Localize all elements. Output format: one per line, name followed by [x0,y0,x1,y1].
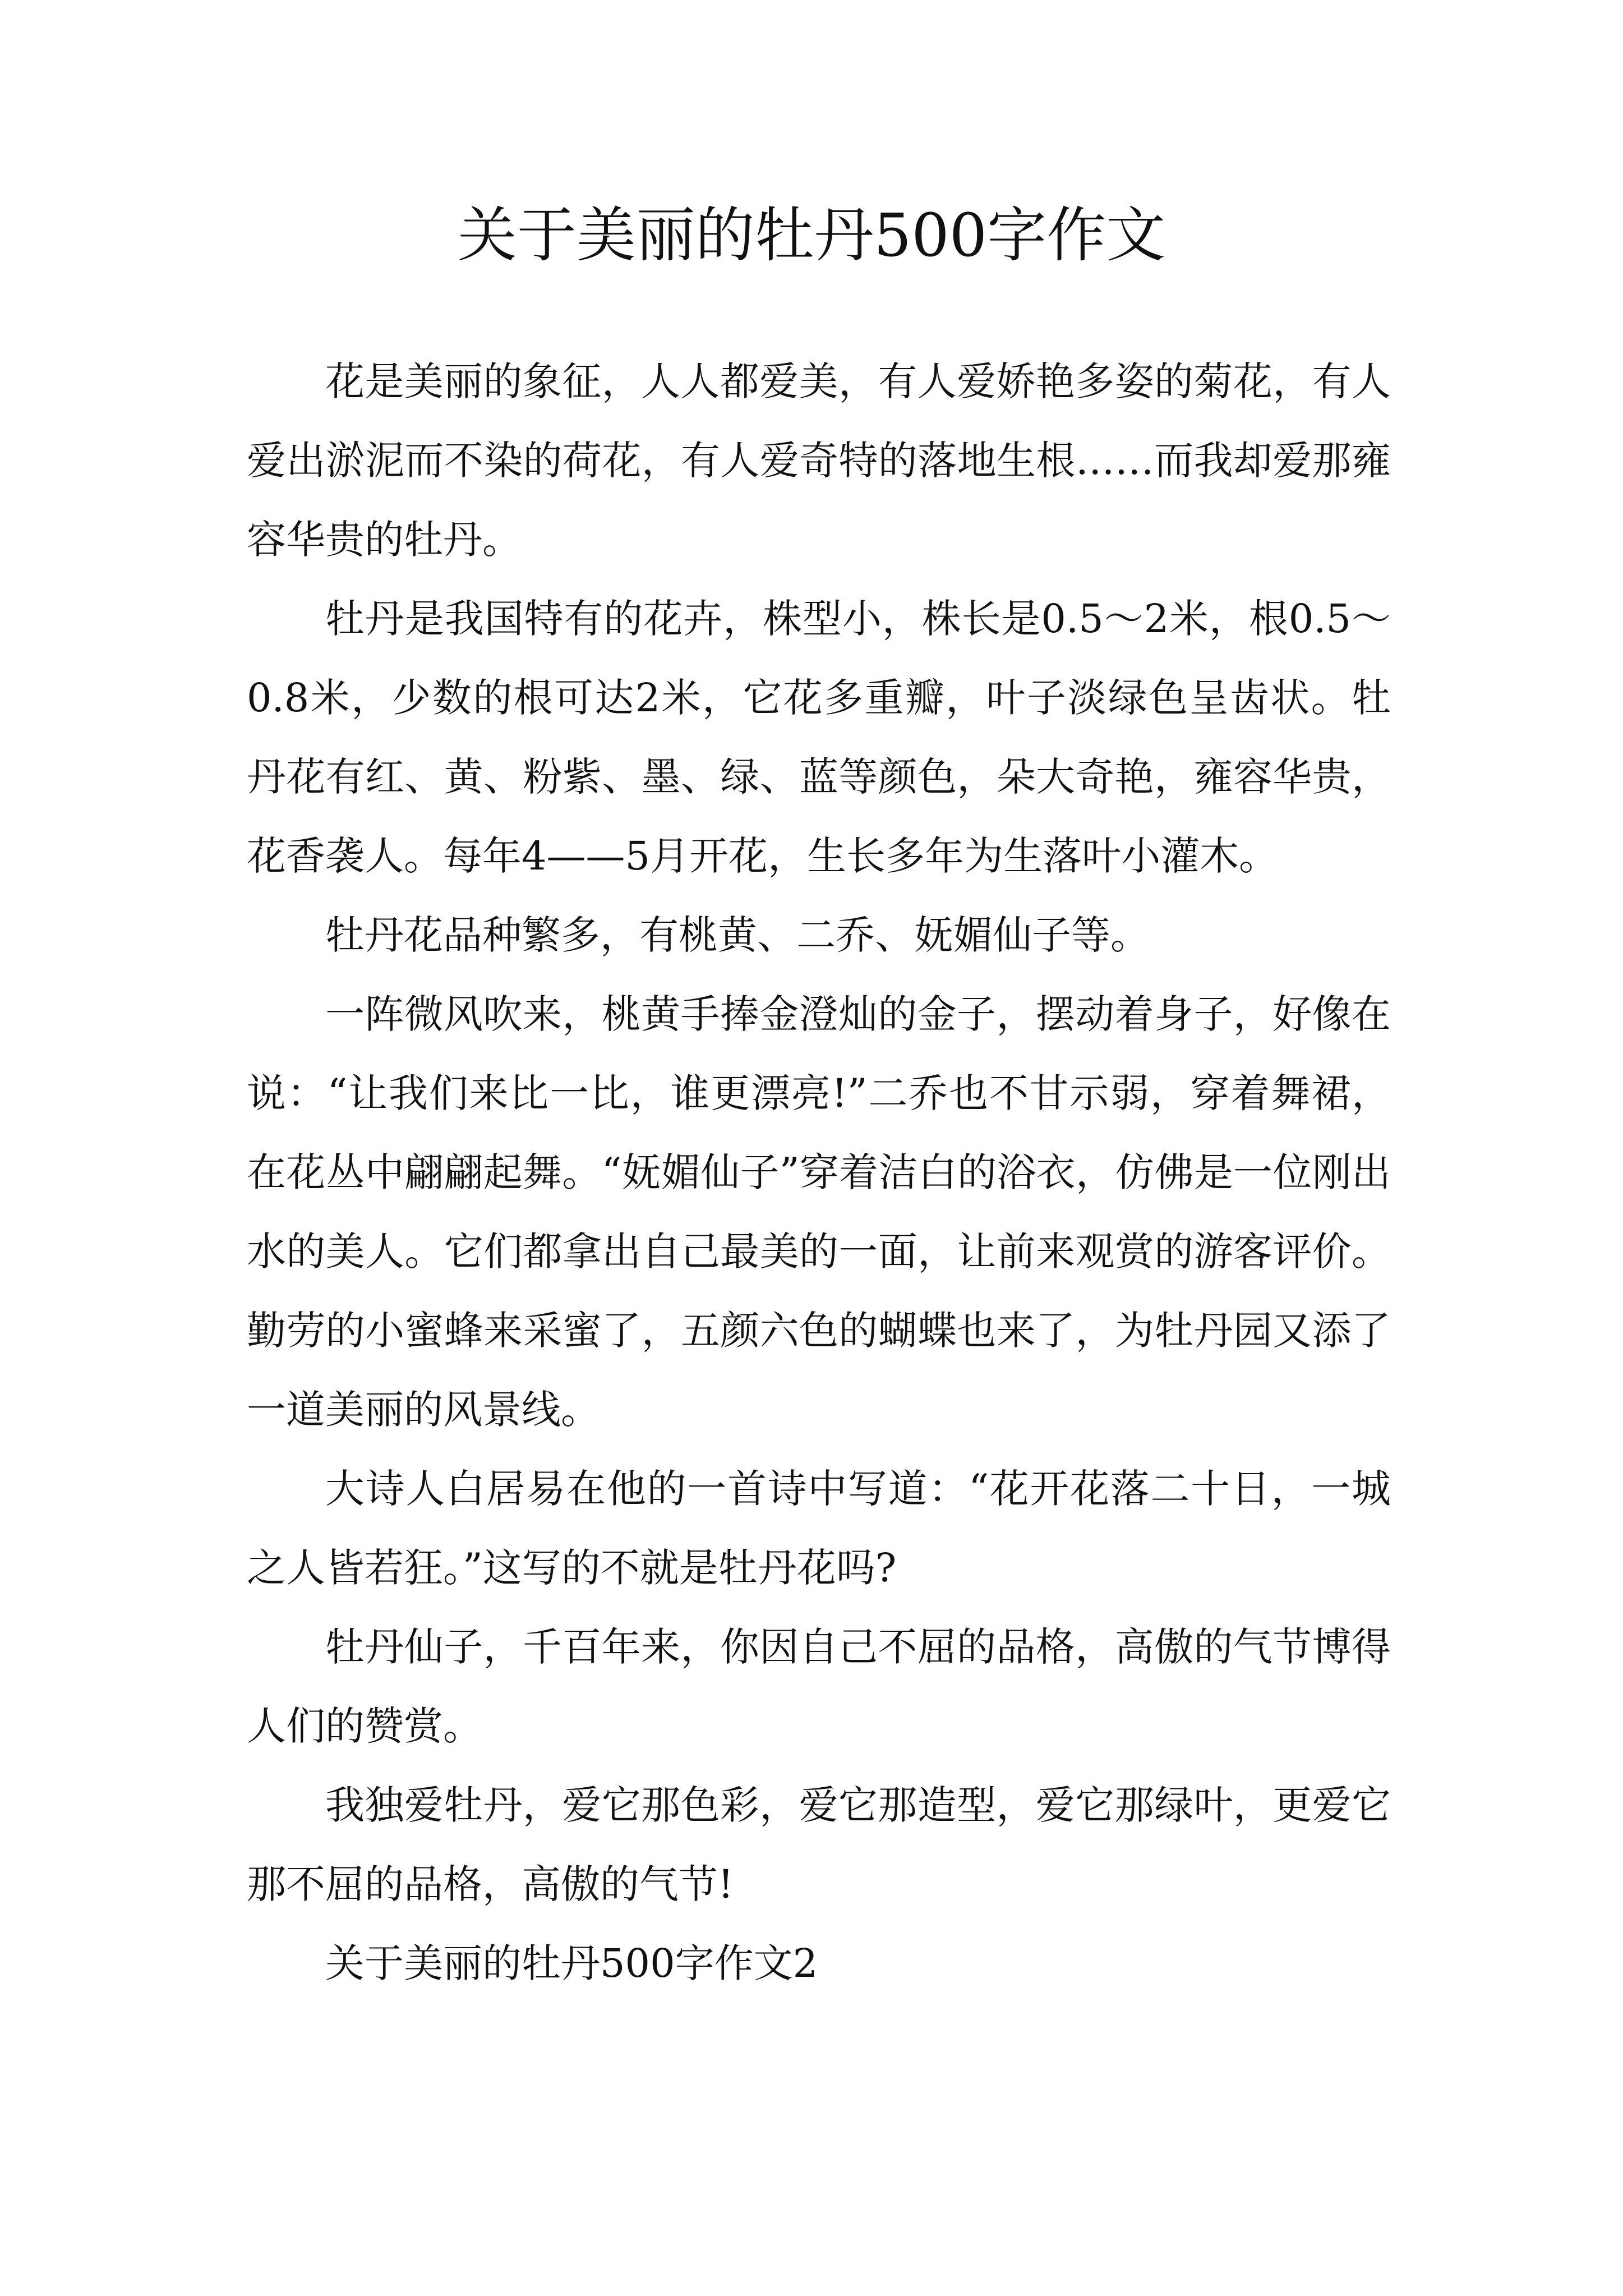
paragraph: 大诗人白居易在他的一首诗中写道：“花开花落二十日，一城之人皆若狂。”这写的不就是牡丹花吗? [247,1466,1391,1591]
paragraph: 牡丹是我国特有的花卉，株型小，株长是0.5～2米，根0.5～0.8米，少数的根可达2米，它花多重瓣，叶子淡绿色呈齿状。牡丹花有红、黄、粉紫、墨、绿、蓝等颜色，朵大奇艳，雍容华贵，花香袭人。每年4——5月开花，生长多年为生落叶小灌木。 [247,596,1391,879]
document-title: 关于美丽的牡丹500字作文 [457,201,1166,270]
paragraph: 花是美丽的象征，人人都爱美，有人爱娇艳多姿的菊花，有人爱出淤泥而不染的荷花，有人爱奇特的落地生根……而我却爱那雍容华贵的牡丹。 [247,358,1391,563]
paragraph: 牡丹花品种繁多，有桃黄、二乔、妩媚仙子等。 [325,912,1150,958]
document-body [247,342,1391,2003]
paragraph: 牡丹仙子，千百年来，你因自己不屈的品格，高傲的气节博得人们的赞赏。 [247,1624,1391,1749]
paragraph: 一阵微风吹来，桃黄手捧金澄灿的金子，摆动着身子，好像在说：“让我们来比一比，谁更漂亮!”二乔也不甘示弱，穿着舞裙，在花丛中翩翩起舞。“妩媚仙子”穿着洁白的浴衣，仿佛是一位刚出水的美人。它们都拿出自己最美的一面，让前来观赏的游客评价。勤劳的小蜜蜂来采蜜了，五颜六色的蝴蝶也来了，为牡丹园又添了一道美丽的风景线。 [247,991,1391,1433]
section-heading: 关于美丽的牡丹500字作文2 [325,1940,818,1986]
paragraph: 我独爱牡丹，爱它那色彩，爱它那造型，爱它那绿叶，更爱它那不屈的品格，高傲的气节! [247,1782,1391,1907]
